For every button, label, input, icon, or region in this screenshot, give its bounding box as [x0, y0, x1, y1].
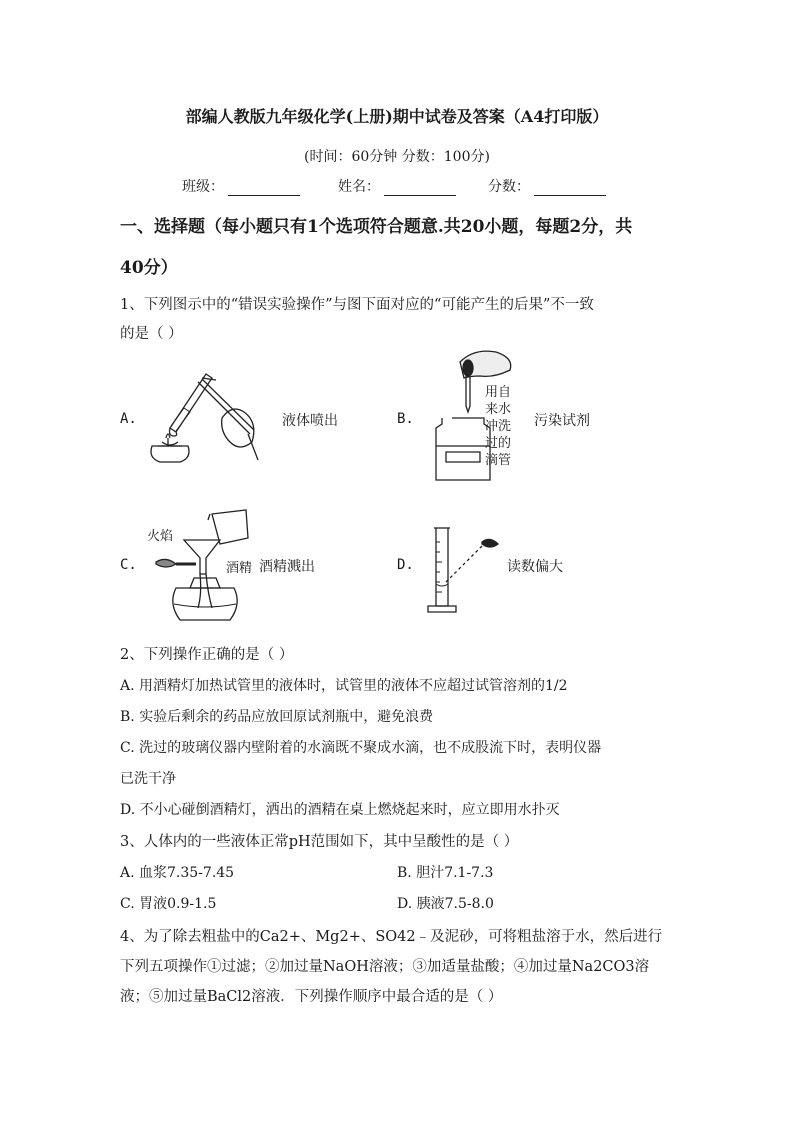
class-label: 班级： [182, 179, 224, 195]
note-line: 滴管 [485, 453, 512, 468]
note-line: 来水 [485, 402, 512, 417]
q1-stem-line2: 的是（ ） [120, 326, 183, 342]
q3-option-b: B. 胆汁7.1-7.3 [397, 865, 494, 881]
q1-option-a-label: A. [120, 411, 137, 427]
q1-option-c-label: C. [120, 557, 137, 573]
q1-option-d-label: D. [397, 557, 414, 573]
q3-stem: 3、人体内的一些液体正常pH范围如下，其中呈酸性的是（ ） [120, 834, 519, 850]
refilling-alcohol-lamp-figure [150, 508, 260, 626]
score-blank [534, 181, 606, 196]
heating-test-tube-figure [140, 368, 270, 468]
q3-option-d: D. 胰液7.5-8.0 [397, 896, 494, 912]
note-line: 过的 [485, 436, 512, 451]
score-label: 分数： [488, 179, 530, 195]
q2-option-b: B. 实验后剩余的药品应放回原试剂瓶中，避免浪费 [120, 709, 434, 725]
q2-stem: 2、下列操作正确的是（ ） [120, 647, 294, 663]
q1-option-b-caption: 污染试剂 [534, 413, 590, 429]
page-title: 部编人教版九年级化学(上册)期中试卷及答案（A4打印版） [185, 107, 609, 126]
name-label: 姓名： [338, 179, 380, 195]
class-field [182, 176, 300, 196]
q2-option-a: A. 用酒精灯加热试管里的液体时，试管里的液体不应超过试管溶剂的1/2 [120, 678, 568, 694]
q4-stem-line1: 4、为了除去粗盐中的Ca2+、Mg2+、SO42﹣及泥砂，可将粗盐溶于水，然后进行 [120, 929, 663, 945]
page-subtitle: (时间：60分钟 分数：100分) [304, 149, 490, 165]
class-blank [228, 181, 300, 196]
q1-option-a-caption: 液体喷出 [282, 413, 338, 429]
name-blank [384, 181, 456, 196]
q4-stem-line2: 下列五项操作①过滤；②加过量NaOH溶液；③加适量盐酸；④加过量Na2CO3溶 [120, 959, 650, 975]
graduated-cylinder-figure [424, 522, 504, 616]
q2-option-d: D. 不小心碰倒酒精灯，洒出的酒精在桌上燃烧起来时，应立即用水扑灭 [120, 802, 560, 818]
q1-option-c-caption: 酒精溅出 [259, 559, 315, 575]
note-line: 冲洗 [485, 419, 512, 434]
q1-stem-line1: 1、下列图示中的“错误实验操作”与图下面对应的“可能产生的后果”不一致 [120, 297, 594, 313]
q2-option-c-line2: 已洗干净 [120, 771, 176, 787]
q1-option-c-flame-label: 火焰 [147, 529, 174, 544]
q2-option-c-line1: C. 洗过的玻璃仪器内壁附着的水滴既不聚成水滴，也不成股流下时，表明仪器 [120, 740, 602, 756]
q4-stem-line3: 液；⑤加过量BaCl2溶液．下列操作顺序中最合适的是（ ） [120, 989, 503, 1005]
name-field [338, 176, 456, 196]
q1-option-d-caption: 读数偏大 [507, 559, 563, 575]
q1-option-b-note [485, 384, 511, 469]
q3-option-c: C. 胃液0.9-1.5 [120, 896, 217, 912]
q1-option-b-label: B. [397, 411, 414, 427]
section-title-line1: 一、选择题（每小题只有1个选项符合题意.共20小题，每题2分，共 [120, 217, 633, 237]
score-field [488, 176, 606, 196]
section-title-line2: 40分） [120, 258, 178, 278]
note-line: 用自 [485, 385, 512, 400]
q3-option-a: A. 血浆7.35-7.45 [120, 865, 235, 881]
q1-option-c-alcohol-label: 酒精 [226, 561, 253, 576]
